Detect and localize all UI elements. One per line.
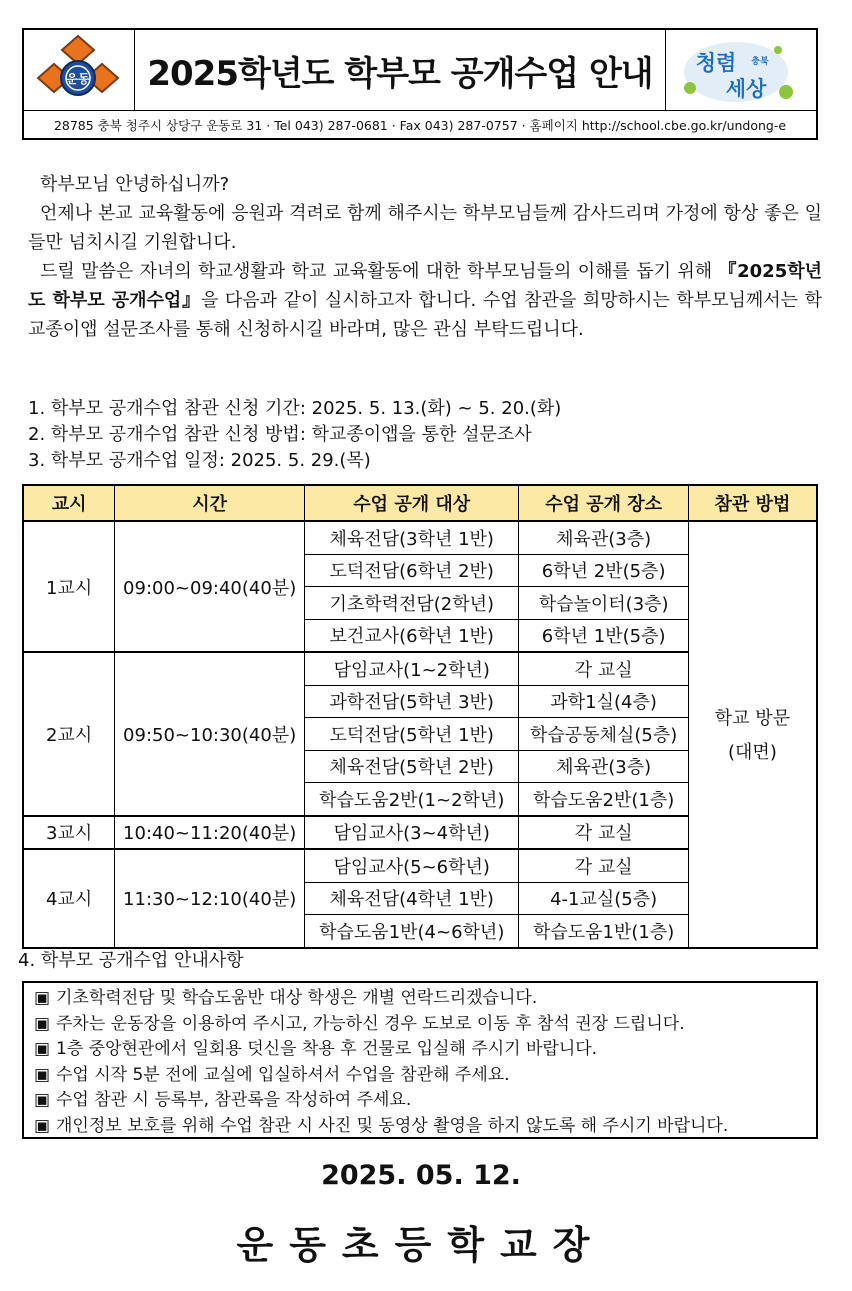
checkbox-bullet-icon: ▣ [34,988,51,1008]
notice-item [34,1114,816,1140]
location-cell: 각 교실 [519,816,688,850]
target-cell: 학습도움1반(4~6학년) [305,915,519,948]
location-cell: 학습도움1반(1층) [519,915,688,948]
target-cell: 과학전담(5학년 3반) [305,685,519,718]
period-cell: 1교시 [23,521,115,652]
location-cell: 각 교실 [519,849,688,882]
item-date: 3. 학부모 공개수업 일정: 2025. 5. 29.(목) [28,450,371,471]
location-cell: 각 교실 [519,652,688,685]
location-cell: 학습도움2반(1층) [519,783,688,816]
header-location: 수업 공개 장소 [519,485,688,521]
table-row [23,521,817,554]
location-cell: 4-1교실(5층) [519,882,688,915]
intro-text [28,170,822,344]
header-target: 수업 공개 대상 [305,485,519,521]
notice-item [34,986,816,1012]
table-header-row [23,485,817,521]
period-cell: 3교시 [23,816,115,850]
location-cell: 학습공동체실(5층) [519,718,688,751]
target-cell: 도덕전담(5학년 1반) [305,718,519,751]
notice-item [34,1088,816,1114]
header-method: 참관 방법 [688,485,817,521]
notice-text: 수업 시작 5분 전에 교실에 입실하셔서 수업을 참관해 주세요. [56,1064,510,1085]
time-cell: 09:00~09:40(40분) [115,521,305,652]
period-cell: 2교시 [23,652,115,816]
school-logo-text: 운동 [66,72,90,86]
notice-item [34,1063,816,1089]
page-title: 2025학년도 학부모 공개수업 안내 [147,53,653,94]
location-cell: 6학년 2반(5층) [519,554,688,587]
header-period: 교시 [23,485,115,521]
school-emblem-icon [24,30,132,110]
integrity-logo-icon [666,30,814,110]
integrity-text-1: 청렴 [695,51,737,75]
school-contact-info: 28785 충북 청주시 상당구 운동로 31 · Tel 043) 287-0681 · Fax 043) 287-0757 · 홈페이지 http://school.cbe.go.kr/undong-e [53,118,787,133]
header-time: 시간 [115,485,305,521]
schedule-table [22,484,818,949]
target-cell: 담임교사(5~6학년) [305,849,519,882]
method-line-2: (대면) [728,742,777,764]
target-cell: 학습도움2반(1~2학년) [305,783,519,816]
checkbox-bullet-icon: ▣ [34,1039,51,1059]
principal-signature: 운동초등학교장 [236,1223,606,1267]
intro-paragraph-1: 언제나 본교 교육활동에 응원과 격려로 함께 해주시는 학부모님들께 감사드리며 가정에 항상 좋은 일들만 넘치시길 기원합니다. [28,203,822,253]
integrity-text-small: 충북 [751,57,769,67]
location-cell: 체육관(3층) [519,521,688,554]
notice-title: 4. 학부모 공개수업 안내사항 [18,950,244,971]
intro-paragraph-2-b: 을 다음과 같이 실시하고자 합니다. 수업 참관을 희망하시는 학부모님께서는 학교종이앱 설문조사를 통해 신청하시길 바라며, 많은 관심 부탁드립니다. [28,290,822,340]
target-cell: 보건교사(6학년 1반) [305,619,519,652]
time-cell: 10:40~11:20(40분) [115,816,305,850]
greeting: 학부모님 안녕하십니까? [40,174,230,195]
time-cell: 11:30~12:10(40분) [115,849,305,948]
integrity-text-2: 세상 [725,77,767,101]
notice-text: 주차는 운동장을 이용하여 주시고, 가능하신 경우 도보로 이동 후 참석 권장 드립니다. [56,1013,685,1034]
notice-text: 기초학력전담 및 학습도움반 대상 학생은 개별 연락드리겠습니다. [56,988,538,1008]
notice-text: 개인정보 보호를 위해 수업 참관 시 사진 및 동영상 촬영을 하지 않도록 해 주시기 바랍니다. [56,1115,729,1136]
item-apply-method: 2. 학부모 공개수업 참관 신청 방법: 학교종이앱을 통한 설문조사 [28,424,532,445]
location-cell: 학습놀이터(3층) [519,587,688,620]
intro-paragraph-2 [28,257,822,344]
letterhead [22,28,818,140]
school-logo [24,30,135,110]
location-cell: 과학1실(4층) [519,685,688,718]
integrity-mark [665,30,816,110]
target-cell: 체육전담(3학년 1반) [305,521,519,554]
notice-box [22,981,818,1139]
notice-text: 수업 참관 시 등록부, 참관록을 작성하여 주세요. [56,1090,412,1110]
notice-text: 1층 중앙현관에서 일회용 덧신을 착용 후 건물로 입실해 주시기 바랍니다. [56,1039,598,1059]
checkbox-bullet-icon: ▣ [34,1090,51,1110]
intro-paragraph-2-a: 드릴 말씀은 자녀의 학교생활과 학교 교육활동에 대한 학부모님들의 이해를 돕기 위해 [40,261,713,282]
method-cell [688,521,817,948]
document-date: 2025. 05. 12. [321,1160,521,1191]
checkbox-bullet-icon: ▣ [34,1064,51,1085]
target-cell: 담임교사(3~4학년) [305,816,519,850]
event-name: 『2025학년도 학부모 공개수업』 [28,261,822,311]
notice-item [34,1037,816,1063]
location-cell: 6학년 1반(5층) [519,619,688,652]
notice-item [34,1012,816,1038]
time-cell: 09:50~10:30(40분) [115,652,305,816]
checkbox-bullet-icon: ▣ [34,1115,51,1136]
target-cell: 체육전담(4학년 1반) [305,882,519,915]
item-apply-period: 1. 학부모 공개수업 참관 신청 기간: 2025. 5. 13.(화) ~ 5. 20.(화) [28,398,562,419]
letterhead-top-row [24,30,816,111]
target-cell: 담임교사(1~2학년) [305,652,519,685]
period-cell: 4교시 [23,849,115,948]
schedule-items [28,396,561,474]
target-cell: 기초학력전담(2학년) [305,587,519,620]
target-cell: 도덕전담(6학년 2반) [305,554,519,587]
location-cell: 체육관(3층) [519,750,688,783]
method-line-1: 학교 방문 [714,708,791,730]
checkbox-bullet-icon: ▣ [34,1013,51,1034]
target-cell: 체육전담(5학년 2반) [305,750,519,783]
